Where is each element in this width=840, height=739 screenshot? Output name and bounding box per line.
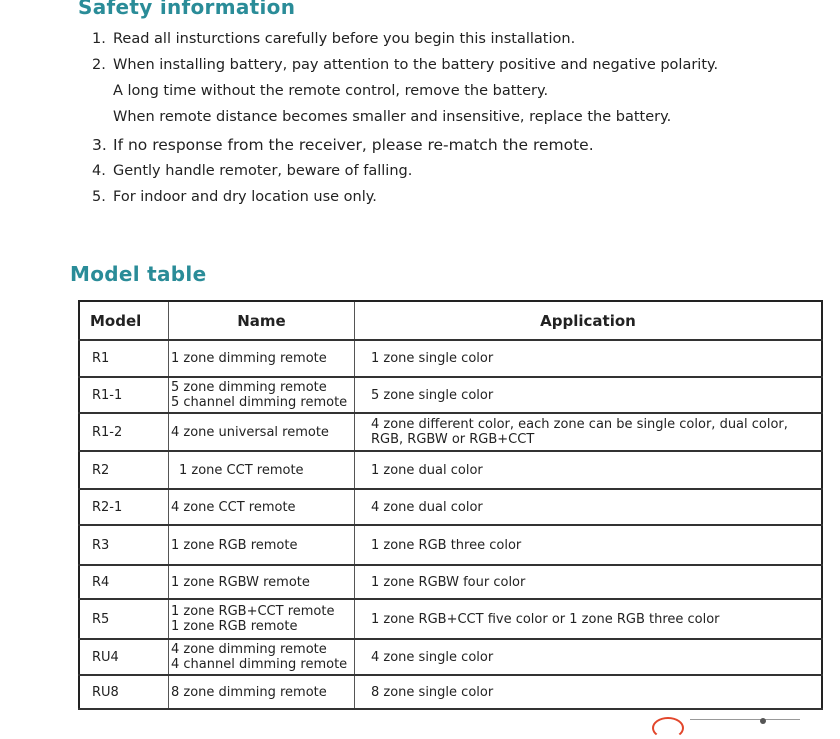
cell-name-line: 8 zone dimming remote bbox=[171, 684, 327, 700]
item-text: If no response from the receiver, please re-match the remote. bbox=[113, 136, 594, 154]
cell-application bbox=[355, 489, 823, 525]
cell-name bbox=[169, 489, 355, 525]
table-row bbox=[79, 525, 822, 565]
cell-name-line: 5 zone dimming remote bbox=[171, 380, 327, 395]
cell-name-line: 4 zone universal remote bbox=[171, 424, 329, 440]
cell-application bbox=[355, 451, 823, 489]
cell-model: R5 bbox=[79, 599, 169, 639]
scan-dot bbox=[760, 718, 766, 724]
cell-application bbox=[355, 340, 823, 377]
cell-application-line: RGB, RGBW or RGB+CCT bbox=[371, 432, 535, 447]
cell-model: R2-1 bbox=[79, 489, 169, 525]
model-table bbox=[78, 300, 823, 710]
cell-application-line: 8 zone single color bbox=[371, 684, 494, 700]
model-table-heading: Model table bbox=[70, 262, 207, 286]
cell-name bbox=[169, 525, 355, 565]
safety-information-heading: Safety information bbox=[78, 0, 296, 19]
cell-name bbox=[169, 599, 355, 639]
cell-model: R3 bbox=[79, 525, 169, 565]
cell-application-line: 4 zone dual color bbox=[371, 499, 483, 515]
safety-item-2-continuation-1: A long time without the remote control, remove the battery. bbox=[113, 83, 549, 99]
cell-application-line: 1 zone RGB+CCT five color or 1 zone RGB three color bbox=[371, 611, 720, 627]
cell-model: R1-1 bbox=[79, 377, 169, 413]
table-row bbox=[79, 565, 822, 599]
cell-application-line: 1 zone dual color bbox=[371, 462, 483, 478]
table-body bbox=[79, 340, 822, 709]
cell-name-line: 1 zone dimming remote bbox=[171, 351, 327, 366]
cell-model: R4 bbox=[79, 565, 169, 599]
item-number: 2. bbox=[92, 57, 106, 73]
table-row bbox=[79, 451, 822, 489]
cell-application bbox=[355, 599, 823, 639]
item-text: For indoor and dry location use only. bbox=[113, 189, 377, 205]
cell-application-line: 4 zone different color, each zone can be single color, dual color, bbox=[371, 417, 788, 432]
table-row bbox=[79, 340, 822, 377]
table-row bbox=[79, 639, 822, 675]
cell-name-line: 4 channel dimming remote bbox=[171, 657, 348, 672]
cell-name-line: 1 zone CCT remote bbox=[179, 462, 304, 478]
safety-item-3 bbox=[92, 136, 594, 154]
item-text: When installing battery, pay attention to the battery positive and negative polarity. bbox=[113, 57, 719, 73]
cell-application-line: 1 zone RGB three color bbox=[371, 537, 522, 553]
cell-application-line: 1 zone single color bbox=[371, 351, 494, 366]
cell-name bbox=[169, 639, 355, 675]
cell-model: R1 bbox=[79, 340, 169, 377]
cell-application-line: 5 zone single color bbox=[371, 387, 494, 403]
cell-application-line: 1 zone RGBW four color bbox=[371, 574, 526, 590]
safety-item-5 bbox=[92, 189, 377, 205]
cell-application bbox=[355, 675, 823, 709]
cell-application bbox=[355, 565, 823, 599]
cell-name-line: 1 zone RGB+CCT remote bbox=[171, 604, 335, 619]
table-header-row bbox=[79, 301, 822, 340]
cell-name-line: 4 zone CCT remote bbox=[171, 499, 296, 515]
item-number: 3. bbox=[92, 136, 107, 154]
safety-item-2 bbox=[92, 57, 718, 73]
cell-name bbox=[169, 340, 355, 377]
table-row bbox=[79, 599, 822, 639]
cell-model: R2 bbox=[79, 451, 169, 489]
item-text: Read all insturctions carefully before you begin this installation. bbox=[113, 31, 576, 47]
cell-name-line: 1 zone RGBW remote bbox=[171, 574, 310, 590]
cell-application bbox=[355, 413, 823, 451]
cell-model: RU4 bbox=[79, 639, 169, 675]
table-row bbox=[79, 675, 822, 709]
cell-name-line: 1 zone RGB remote bbox=[171, 619, 298, 634]
cell-name-line: 4 zone dimming remote bbox=[171, 642, 327, 657]
safety-item-2-continuation-2: When remote distance becomes smaller and insensitive, replace the battery. bbox=[113, 109, 672, 125]
cell-application bbox=[355, 525, 823, 565]
item-text: Gently handle remoter, beware of falling. bbox=[113, 163, 413, 179]
cell-name bbox=[169, 413, 355, 451]
table-row bbox=[79, 489, 822, 525]
cell-name bbox=[169, 675, 355, 709]
header-application: Application bbox=[355, 301, 823, 340]
table-row bbox=[79, 413, 822, 451]
cell-name bbox=[169, 377, 355, 413]
cell-model: R1-2 bbox=[79, 413, 169, 451]
cell-name bbox=[169, 565, 355, 599]
item-number: 1. bbox=[92, 31, 106, 47]
cell-name-line: 1 zone RGB remote bbox=[171, 537, 298, 553]
cell-application-line: 4 zone single color bbox=[371, 649, 494, 665]
cell-name bbox=[169, 451, 355, 489]
safety-item-1 bbox=[92, 31, 575, 47]
cell-model: RU8 bbox=[79, 675, 169, 709]
header-model: Model bbox=[79, 301, 169, 340]
header-name: Name bbox=[169, 301, 355, 340]
red-scan-mark bbox=[652, 717, 684, 739]
cell-name-line: 5 channel dimming remote bbox=[171, 395, 348, 410]
cell-application bbox=[355, 377, 823, 413]
item-number: 4. bbox=[92, 163, 106, 179]
cell-application bbox=[355, 639, 823, 675]
safety-item-4 bbox=[92, 163, 412, 179]
table-row bbox=[79, 377, 822, 413]
item-number: 5. bbox=[92, 189, 106, 205]
